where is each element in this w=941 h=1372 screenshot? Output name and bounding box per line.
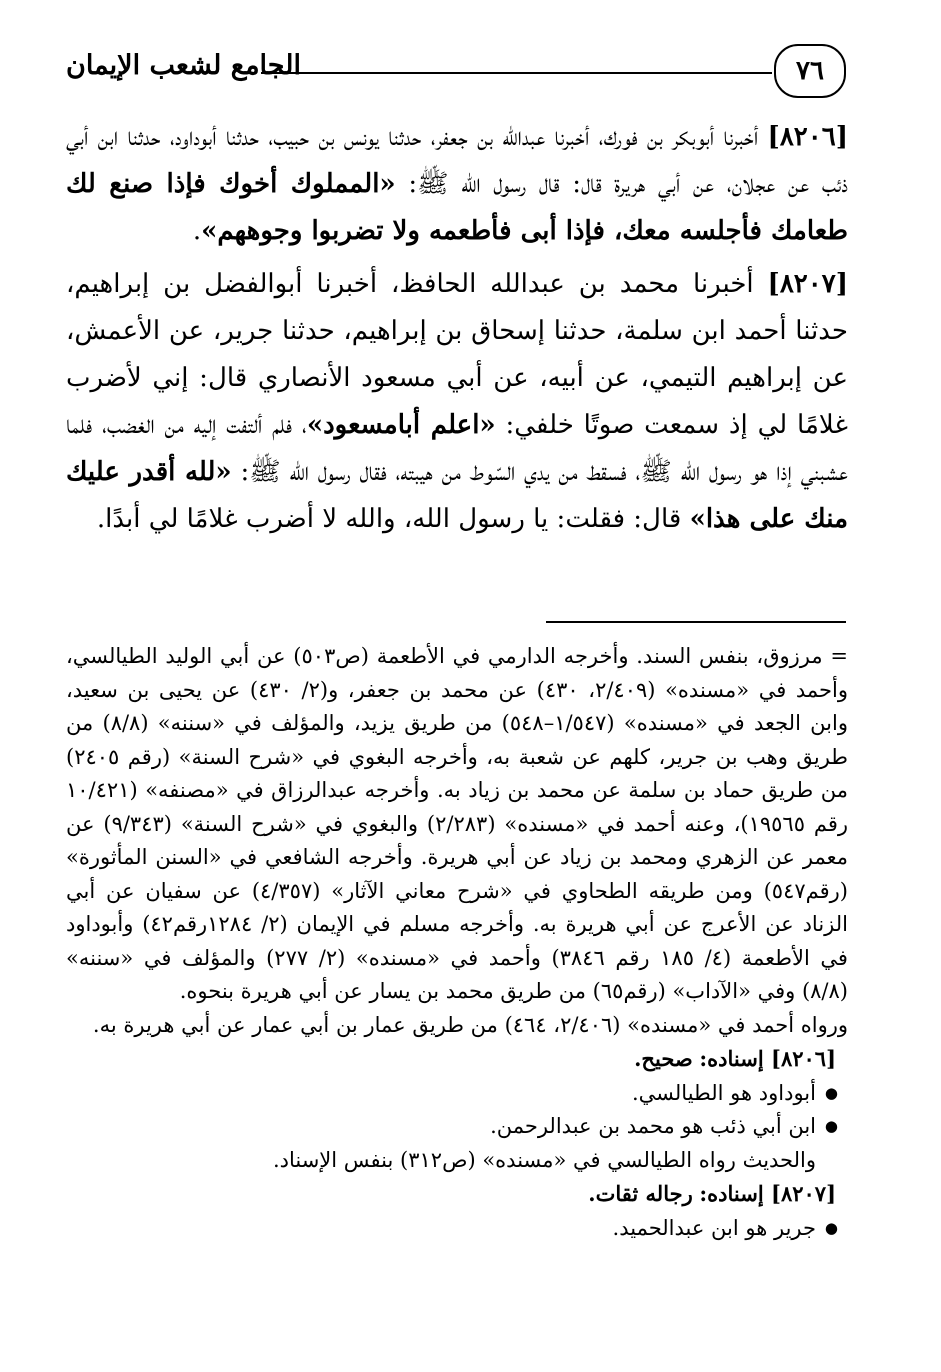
main-text (66, 114, 848, 549)
page-header (66, 44, 846, 100)
isnad-note-8207 (66, 1177, 848, 1212)
footnotes (66, 640, 848, 1245)
isnad-grade: رجاله ثقات. (588, 1181, 693, 1206)
hadith-text-part: أخبرنا محمد بن عبدالله الحافظ، أخبرنا أبوالفضل بن إبراهيم، حدثنا أحمد ابن سلمة، حدثنا إسحاق بن إبراهيم، حدثنا جرير، عن الأعمش، عن إبراهيم التيمي، عن أبيه، عن أبي مسعود الأنصاري قال: إني لأضرب غلامًا لي إذ سمعت صوتًا خلفي: (66, 269, 848, 440)
hadith-8207 (66, 261, 848, 543)
isnad-grade: صحيح. (634, 1046, 693, 1071)
footnote-line: ورواه أحمد في «مسنده» (٢/٤٠٦، ٤٦٤) من طريق عمار بن أبي عمار عن أبي هريرة به. (92, 1012, 848, 1037)
narrator-list (66, 1212, 848, 1246)
isnad-remark: والحديث رواه الطيالسي في «مسنده» (ص٣١٢) بنفس الإسناد. (272, 1147, 816, 1172)
hadith-quote: «اعلم أبامسعود» (306, 410, 496, 440)
hadith-end: . (192, 216, 202, 246)
narrator-list (66, 1077, 848, 1144)
hadith-matn: «المملوك أخوك فإذا صنع لك طعامك فأجلسه معك، فإذا أبى فأطعمه ولا تضربوا وجوههم» (66, 169, 848, 246)
hadith-chain: أخبرنا أبوبكر بن فورك، أخبرنا عبدالله بن جعفر، حدثنا يونس بن حبيب، حدثنا أبوداود، حدثنا ابن أبي ذئب عن عجلان، عن أبي هريرة قال: قال رسول الله ﷺ: (66, 122, 849, 199)
hadith-quote: «لله أقدر عليك منك على هذا» (66, 457, 848, 534)
hadith-number: [٨٢٠٧] (767, 269, 848, 299)
header-rule (261, 72, 772, 74)
hadith-8206 (66, 114, 848, 255)
list-item: ● ابن أبي ذئب هو محمد بن عبدالرحمن. (66, 1110, 816, 1144)
isnad-label: [٨٢٠٧] إسناده: (699, 1181, 836, 1206)
list-item: ● جرير هو ابن عبدالحميد. (66, 1212, 816, 1246)
hadith-number: [٨٢٠٦] (767, 122, 848, 152)
footnote-continuation: = مرزوق، بنفس السند. وأخرجه الدارمي في الأطعمة (ص٥٠٣) عن أبي الوليد الطيالسي، وأحمد في «مسنده» (٢/٤٠٩، ٤٣٠) عن محمد بن جعفر، و(٢/ ٤٣٠) عن يحيى بن سعيد، وابن الجعد في «مسنده» (١/٥٤٧–٥٤٨) من طريق يزيد، والمؤلف في «سننه» (٨/٨) من طريق وهب بن جرير، كلهم عن شعبة به، وأخرجه البغوي في «شرح السنة» (رقم ٢٤٠٥) من طريق حماد بن سلمة عن محمد بن زياد به. وأخرجه عبدالرزاق في «مصنفه» (١٠/٤٢١ رقم ١٩٥٦٥)، وعنه أحمد في «مسنده» (٢/٢٨٣) والبغوي في «شرح السنة» (٩/٣٤٣) عن معمر عن الزهري ومحمد بن زياد عن أبي هريرة. وأخرجه الشافعي في «السنن المأثورة» (رقم٥٤٧) ومن طريقه الطحاوي في «شرح معاني الآثار» (٤/٣٥٧) عن سفيان عن أبي الزناد عن الأعرج عن أبي هريرة به. وأخرجه مسلم في الإيمان (٢/ ١٢٨٤رقم٤٢) وأبوداود في الأطعمة (٤/ ١٨٥ رقم ٣٨٤٦) وأحمد في «مسنده» (٢/ ٢٧٧) والمؤلف في «سننه» (٨/٨) وفي «الآداب» (رقم٦٥) من طريق محمد بن يسار عن أبي هريرة بنحوه. (66, 644, 848, 1003)
footnote-divider (546, 621, 846, 623)
isnad-label: [٨٢٠٦] إسناده: (699, 1046, 836, 1071)
book-title: الجامع لشعب الإيمان (66, 50, 301, 81)
list-item: ● أبوداود هو الطيالسي. (66, 1077, 816, 1111)
page-number: ٧٦ (774, 44, 846, 98)
hadith-text-part: قال: فقلت: يا رسول الله، والله لا أضرب غلامًا لي أبدًا. (96, 504, 690, 534)
hadith-text-part: ، فلم ألتفت إليه من الغضب، فلما عشبني إذا هو رسول الله ﷺ، فسقط من يدي السّوط من هيبته، فقال رسول الله ﷺ: (66, 410, 848, 487)
isnad-note-8206 (66, 1042, 848, 1077)
